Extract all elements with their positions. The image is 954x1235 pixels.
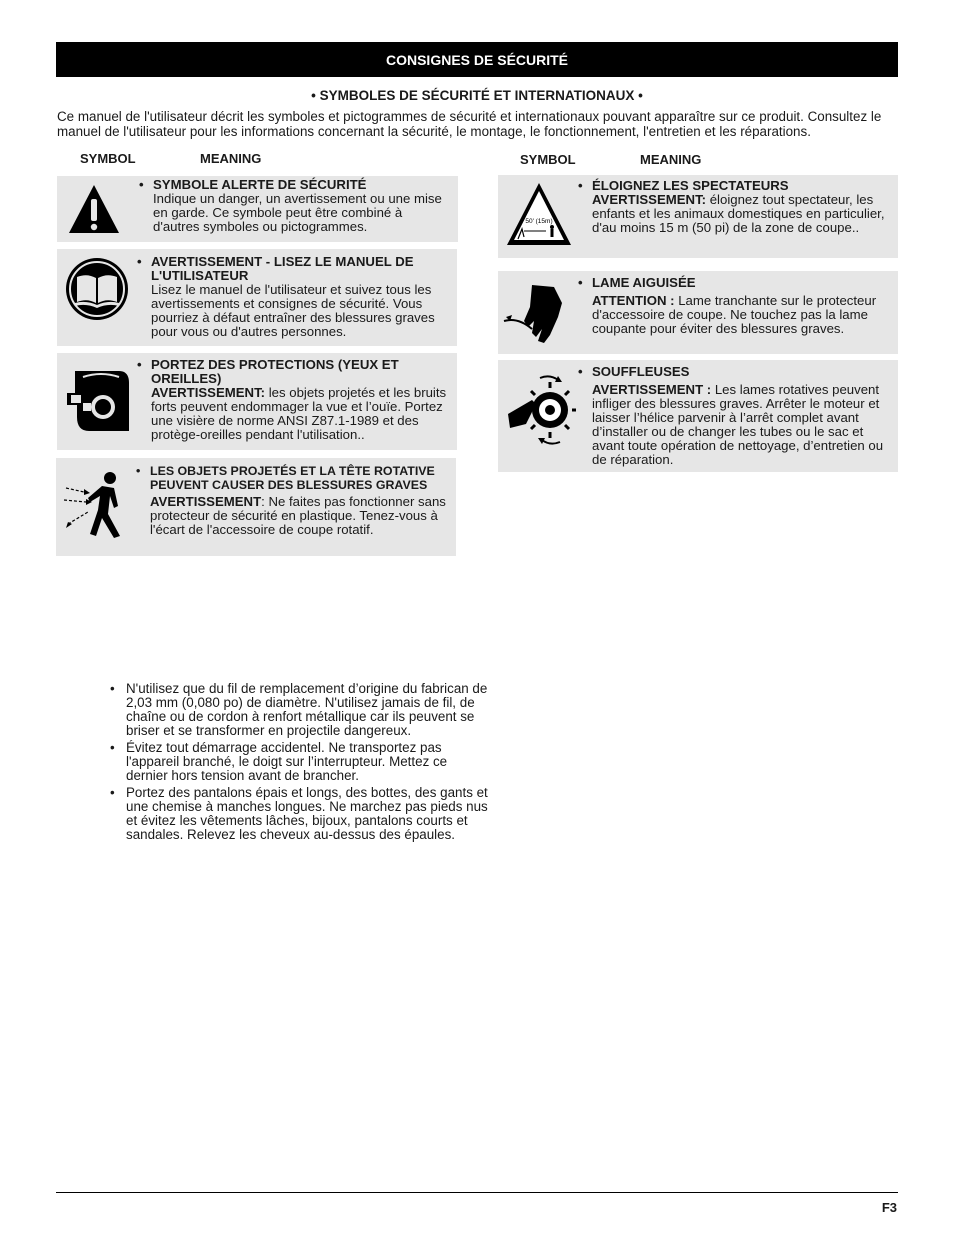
symbol-title: • PORTEZ DES PROTECTIONS (YEUX ET OREILLES) bbox=[137, 357, 399, 386]
symbol-description: Indique un danger, un avertissement ou une mise en garde. Ce symbole peut être combiné à d'autres symboles ou pictogrammes. bbox=[153, 191, 442, 234]
symbol-title: • LES OBJETS PROJETÉS ET LA TÊTE ROTATIVE PEUVENT CAUSER DES BLESSURES GRAVES bbox=[136, 464, 435, 492]
symbol-row-bystanders bbox=[498, 175, 898, 258]
symbol-lead: ATTENTION : bbox=[592, 293, 675, 308]
list-item: • N'utilisez que du fil de remplacement d’origine du fabrican de 2,03 mm (0,080 po) de diamètre. N'utilisez jamais de fil, de chaîne ou de cordon à renfort métallique car ils peuvent se briser et se transformer en projectile dangereux. bbox=[110, 681, 488, 738]
symbol-row-blowers bbox=[498, 360, 898, 472]
symbol-lead: AVERTISSEMENT: bbox=[151, 385, 266, 400]
symbol-text: les objets projetés et les bruits forts peuvent endommager la vue et l’ouïe. Portez une visière de norme ANSI Z87.1-1989 et des protège-oreilles pendant l'utilisation.. bbox=[151, 385, 447, 442]
symbol-description bbox=[578, 294, 894, 336]
eye-ear-protection-icon bbox=[63, 367, 131, 433]
symbol-description bbox=[578, 193, 894, 235]
symbol-description: Lisez le manuel de l'utilisateur et suivez tous les avertissements et consignes de sécurité. Vous pourriez à défaut entraîner des blessures graves pour vous ou d'autres personnes. bbox=[151, 282, 435, 339]
symbol-title: • AVERTISSEMENT - LISEZ LE MANUEL DE L'UTILISATEUR bbox=[137, 254, 414, 283]
symbol-text: éloignez tout spectateur, les enfants et les animaux domestiques en particulier, d'au moins 15 m (50 pi) de la zone de coupe.. bbox=[592, 192, 885, 235]
symbol-text: : Ne faites pas fonctionner sans protecteur de sécurité en plastique. Tenez-vous à l'écart de l'accessoire de coupe rotatif. bbox=[150, 494, 446, 537]
list-item: • Évitez tout démarrage accidentel. Ne transportez pas l'appareil branché, le doigt sur l’interrupteur. Mettez ce dernier hors tension avant de brancher. bbox=[110, 740, 448, 783]
symbol-lead: AVERTISSEMENT: bbox=[592, 192, 707, 207]
symbol-title: • SOUFFLEUSES bbox=[578, 364, 690, 379]
list-item: • Portez des pantalons épais et longs, des bottes, des gants et une chemise à manches longues. Ne marchez pas pieds nus et évitez les vêtements lâches, bijoux, pantalons courts et sandales. Relevez les cheveux au-dessus des épaules. bbox=[110, 785, 488, 842]
subtitle: • SYMBOLES DE SÉCURITÉ ET INTERNATIONAUX • bbox=[311, 88, 643, 103]
symbol-row-safety-alert bbox=[57, 176, 458, 242]
footer-divider bbox=[56, 1192, 898, 1193]
symbol-description bbox=[137, 386, 455, 442]
right-symbol-column-header: SYMBOL bbox=[520, 152, 576, 167]
intro-paragraph: Ce manuel de l'utilisateur décrit les symboles et pictogrammes de sécurité et internationaux pouvant apparaître sur ce produit. Consultez le manuel de l'utilisateur pour les informations concernant la sécurité, le montage, le fonctionnement, l'entretien et les réparations. bbox=[57, 109, 882, 139]
symbol-row-protection bbox=[57, 353, 457, 450]
symbol-text: Lame tranchante sur le protecteur d'accessoire de coupe. Ne touchez pas la lame coupante pour éviter des blessures graves. bbox=[592, 293, 877, 336]
warning-triangle-icon bbox=[66, 181, 122, 237]
symbol-description bbox=[136, 495, 454, 537]
symbol-title: • LAME AIGUISÉE bbox=[578, 275, 696, 290]
symbol-row-read-manual bbox=[57, 249, 457, 346]
rotating-impeller-icon bbox=[506, 374, 576, 446]
section-title: CONSIGNES DE SÉCURITÉ bbox=[385, 51, 569, 68]
symbol-description bbox=[578, 383, 896, 467]
distance-label: 50' (15m) bbox=[525, 218, 553, 225]
section-header bbox=[56, 42, 898, 77]
thrown-objects-icon bbox=[62, 466, 130, 542]
read-manual-icon bbox=[65, 257, 129, 321]
keep-bystanders-away-icon bbox=[504, 179, 574, 249]
page-number: F3 bbox=[881, 1200, 897, 1215]
symbol-lead: AVERTISSEMENT : bbox=[592, 382, 712, 397]
sharp-blade-icon bbox=[502, 277, 570, 347]
safety-bullet-list bbox=[110, 682, 490, 845]
symbol-title: • SYMBOLE ALERTE DE SÉCURITÉ bbox=[139, 177, 367, 192]
left-meaning-column-header: MEANING bbox=[200, 151, 262, 166]
symbol-row-sharp-blade bbox=[498, 271, 898, 354]
symbol-title: • ÉLOIGNEZ LES SPECTATEURS bbox=[578, 178, 789, 193]
symbol-text: Les lames rotatives peuvent infliger des blessures graves. Arrêter le moteur et laisser l’hélice parvenir à l’arrêt complet avant d’installer ou de changer les tubes ou le sac et avant toute opération de nettoyage, d’entretien ou de réparation. bbox=[592, 382, 884, 467]
left-symbol-column-header: SYMBOL bbox=[80, 151, 136, 166]
right-meaning-column-header: MEANING bbox=[640, 152, 702, 167]
symbol-row-thrown-objects bbox=[56, 458, 456, 556]
symbol-lead: AVERTISSEMENT bbox=[150, 494, 262, 509]
